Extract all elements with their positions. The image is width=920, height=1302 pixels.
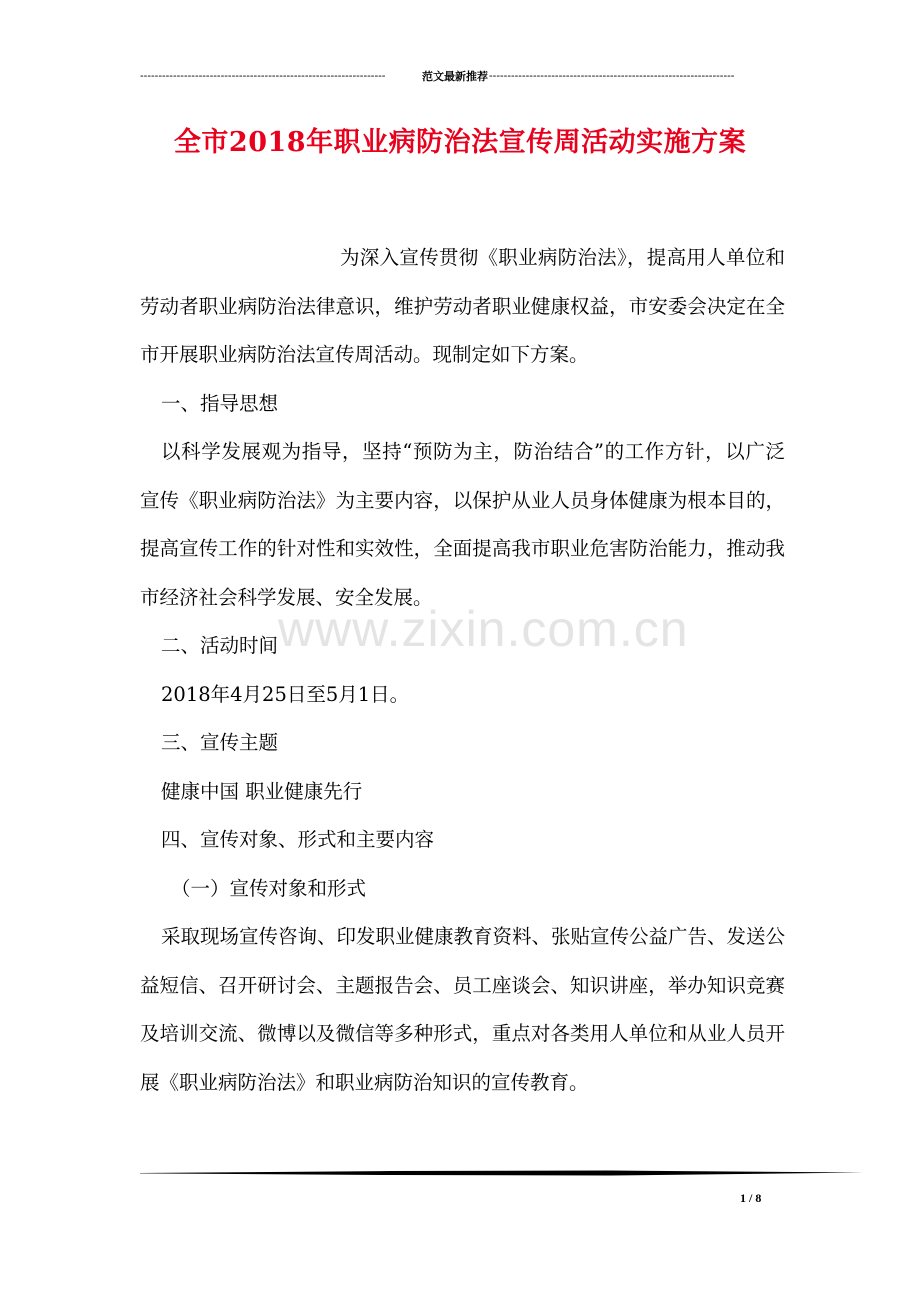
section-heading-theme: 三、宣传主题 bbox=[161, 731, 279, 754]
section-heading-guiding-thought: 一、指导思想 bbox=[161, 391, 279, 415]
page-header bbox=[140, 68, 770, 84]
section-heading-targets: 四、宣传对象、形式和主要内容 bbox=[161, 828, 435, 851]
activity-time-paragraph: 2018年4月25日至5月1日。 bbox=[161, 682, 410, 706]
theme-paragraph: 健康中国 职业健康先行 bbox=[161, 779, 363, 803]
watermark: www.zixin.com.cn bbox=[278, 601, 689, 657]
guiding-thought-paragraph: 以科学发展观为指导，坚持“预防为主，防治结合”的工作方针，以广泛宣传《职业病防治法》为主要内容，以保护从业人员身体健康为根本目的，提高宣传工作的针对性和实效性，全面提高我市职业危害防治能力，推动我市经济社会科学发展、安全发展。 bbox=[140, 440, 785, 609]
header-dashes-right: ------------------------------------------------------------------- bbox=[489, 70, 735, 82]
header-dashes-left: ------------------------------------------------------------------- bbox=[140, 70, 386, 82]
section-heading-activity-time: 二、活动时间 bbox=[161, 634, 279, 657]
header-label: 范文最新推荐 bbox=[422, 71, 488, 83]
intro-paragraph: 为深入宣传贯彻《职业病防治法》，提高用人单位和劳动者职业病防治法律意识，维护劳动者职业健康权益，市安委会决定在全市开展职业病防治法宣传周活动。现制定如下方案。 bbox=[140, 246, 785, 366]
subsection-heading-targets-forms: （一）宣传对象和形式 bbox=[171, 876, 367, 900]
page-number: 1 / 8 bbox=[740, 1191, 762, 1205]
document-title: 全市2018年职业病防治法宣传周活动实施方案 bbox=[173, 127, 747, 158]
targets-forms-paragraph: 采取现场宣传咨询、印发职业健康教育资料、张贴宣传公益广告、发送公益短信、召开研讨会、主题报告会、员工座谈会、知识讲座，举办知识竞赛及培训交流、微博以及微信等多种形式，重点对各类用人单位和从业人员开展《职业病防治法》和职业病防治知识的宣传教育。 bbox=[140, 925, 786, 1094]
footer-rule bbox=[140, 1170, 864, 1176]
document-body bbox=[140, 234, 785, 1107]
